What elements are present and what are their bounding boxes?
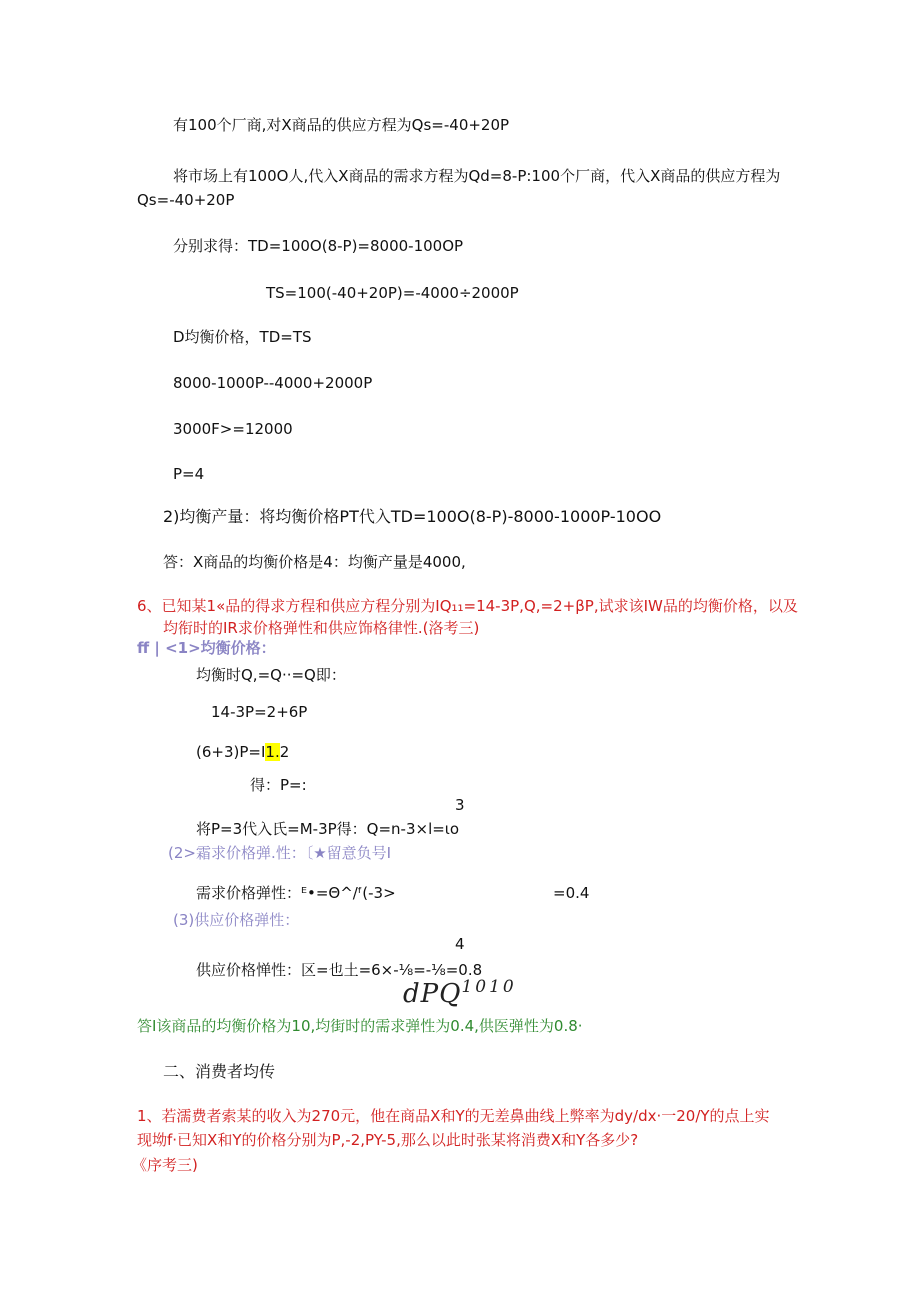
line-market-supply: Qs=-40+20P xyxy=(137,191,235,209)
question-1-line-2: 现坳f·已知X和Y的价格分别为P,-2,PY-5,那么以此时张某将消费X和Y各多少? xyxy=(137,1131,639,1149)
question-1-line-1: 1、若濡费者索某的收入为270元，他在商品X和Y的无差鼻曲线上弊率为dy/dx·一20/Y的点上实 xyxy=(137,1107,770,1125)
answer-6-eq3 xyxy=(196,742,289,762)
line-equation-2: 3000F>=12000 xyxy=(173,420,293,438)
answer-6-eq1: 均衡时Q,=Q··=Q即： xyxy=(196,666,346,684)
answer-6-heading: ff | <1>均衡价格： xyxy=(137,639,276,657)
line-equilibrium-quantity: 2)均衡产量：将均衡价格PT代入TD=100O(8-P)-8000-1000P-10OO xyxy=(163,507,662,526)
highlighted-text: 1. xyxy=(265,743,280,761)
answer-6-eq3-pre: (6+3)P=I xyxy=(196,743,266,761)
line-total-demand: 分别求得：TD=100O(8-P)=8000-100OP xyxy=(173,237,464,255)
line-equation-1: 8000-1000P--4000+2000P xyxy=(173,374,373,392)
line-price-result: P=4 xyxy=(173,465,205,483)
answer-6-conclusion: 答I该商品的均衡价格为10,均街时的需求弹性为0.4,供医弹性为0.8· xyxy=(137,1017,583,1035)
answer-6-eq3-post: 2 xyxy=(279,743,290,761)
answer-6-eq2: 14-3P=2+6P xyxy=(211,703,308,721)
formula-fragment xyxy=(403,972,517,1009)
supply-elasticity-denominator: 4 xyxy=(455,935,465,953)
answer-6-section-3: (3)供应价格弹性： xyxy=(173,911,300,929)
question-1-line-3: 《序考三) xyxy=(132,1156,198,1174)
answer-6-eq4: 得：P=: xyxy=(250,776,307,794)
question-6-line-1: 6、已知某1«品的得求方程和供应方程分别为IQ₁₁=14-3P,Q,=2+βP,试求该IW品的均衡价格，以及 xyxy=(137,597,798,615)
answer-6-eq5: 将P=3代入氏=M-3P得：Q=n-3×l=ιo xyxy=(196,820,460,838)
formula-base: dPQ xyxy=(403,979,462,1009)
line-answer-x: 答：X商品的均衡价格是4：均衡产量是4000, xyxy=(163,553,466,571)
answer-6-eq4-denominator: 3 xyxy=(455,796,465,814)
line-market-demand: 将市场上有100O人,代入X商品的需求方程为Qd=8-P:100个厂商，代入X商品的供应方程为 xyxy=(173,167,781,185)
supply-elasticity-line: 供应价格惮性：区=也土=6×-⅛=-⅛=0.8 xyxy=(196,961,483,979)
demand-elasticity-value: =0.4 xyxy=(553,884,590,902)
answer-6-section-2: (2>霜求价格弹.性：〔★留意负号I xyxy=(168,844,392,862)
question-6-line-2: 均衔时的IR求价格弹性和供应饰格律性.(洛考三) xyxy=(163,619,480,637)
line-total-supply: TS=100(-40+20P)=-4000÷2000P xyxy=(266,284,519,302)
formula-superscript: 1010 xyxy=(461,977,517,997)
line-supply-equation: 有100个厂商,对X商品的供应方程为Qs=-40+20P xyxy=(173,116,510,134)
line-equilibrium-price-heading: D均衡价格，TD=TS xyxy=(173,328,312,346)
demand-elasticity-line: 需求价格弹性：ᴱ•=Θ^/ᶠ(-3> xyxy=(196,884,396,902)
section-2-title: 二、消费者均传 xyxy=(163,1062,276,1081)
